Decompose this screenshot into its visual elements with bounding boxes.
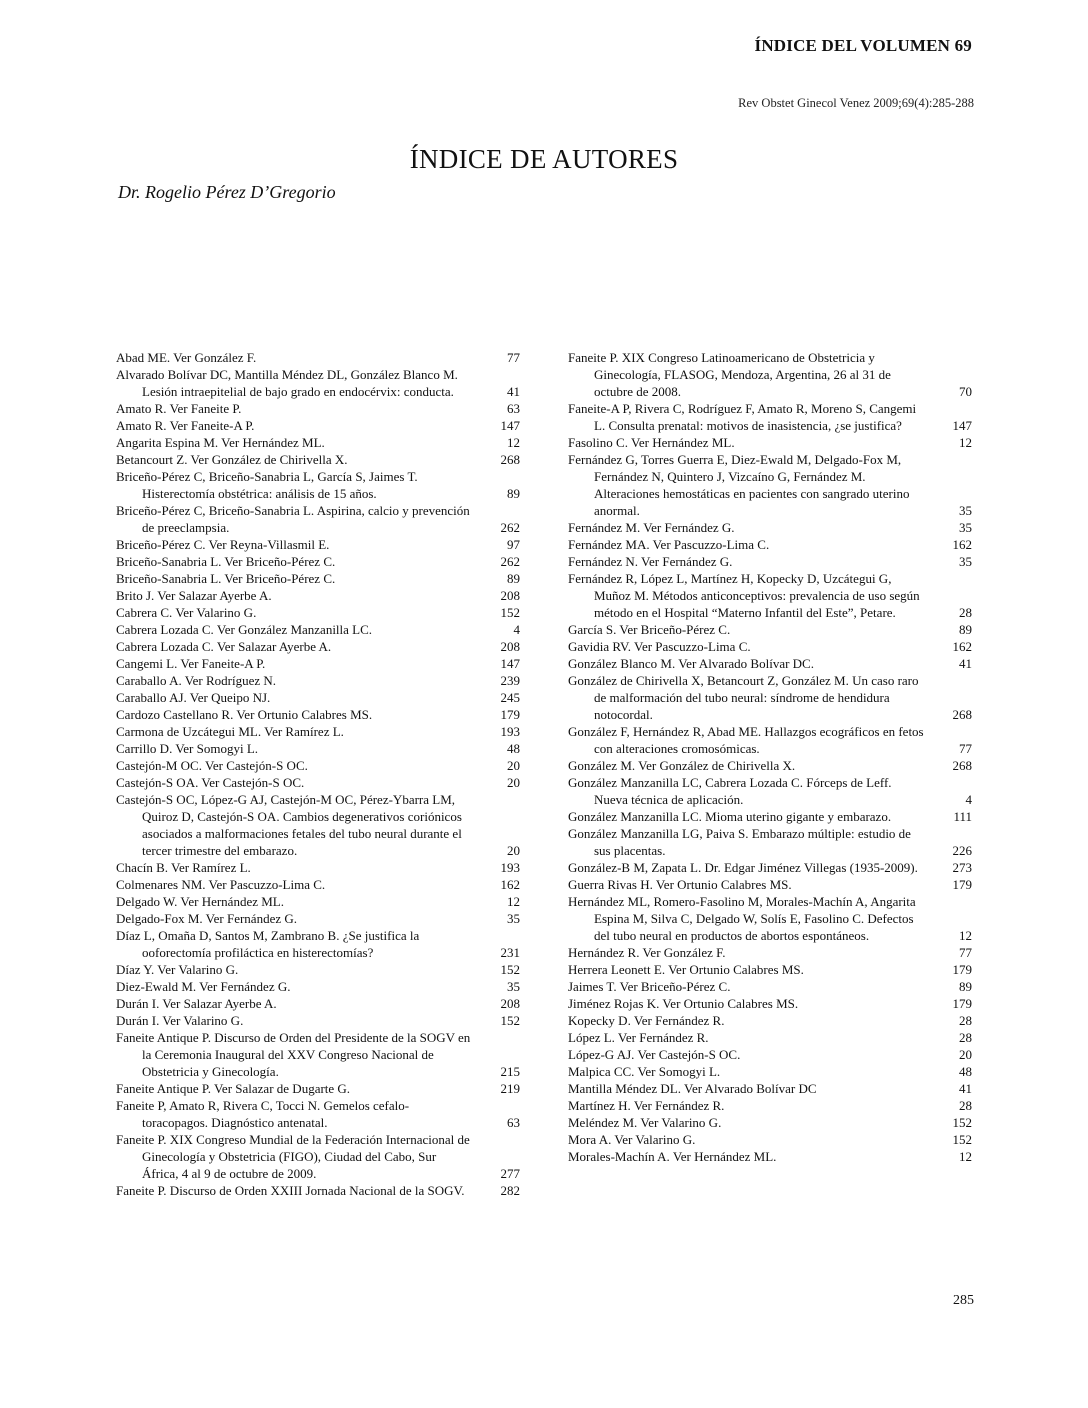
entry-page-number: 28 bbox=[959, 605, 972, 620]
index-entry bbox=[116, 1182, 520, 1199]
entry-citation: Fernández MA. Ver Pascuzzo-Lima C. bbox=[568, 537, 770, 552]
index-entry bbox=[116, 927, 520, 961]
page-title: ÍNDICE DE AUTORES bbox=[409, 144, 679, 174]
index-entry bbox=[116, 349, 520, 366]
entry-citation: Fernández R, López L, Martínez H, Kopecky D, Uzcátegui G, Muñoz M. Métodos anticonceptivos: prevalencia de uso según método en el Hospital “Materno Infantil del Este”, Petare. bbox=[568, 571, 920, 620]
entry-page-number: 162 bbox=[500, 877, 520, 892]
entry-page-number: 41 bbox=[507, 384, 520, 399]
entry-citation: López L. Ver Fernández R. bbox=[568, 1030, 709, 1045]
entry-page-number: 262 bbox=[500, 554, 520, 569]
entry-citation: González de Chirivella X, Betancourt Z, González M. Un caso raro de malformación del tubo neural: síndrome de hendidura notocordal. bbox=[568, 673, 919, 722]
entry-page-number: 277 bbox=[500, 1166, 520, 1181]
index-entry bbox=[568, 570, 972, 621]
entry-page-number: 268 bbox=[952, 758, 972, 773]
index-entry bbox=[568, 1046, 972, 1063]
index-entry bbox=[116, 995, 520, 1012]
index-entry bbox=[568, 825, 972, 859]
entry-page-number: 35 bbox=[959, 503, 972, 518]
entry-citation: Betancourt Z. Ver González de Chirivella X. bbox=[116, 452, 348, 467]
entry-page-number: 152 bbox=[500, 1013, 520, 1028]
entry-citation: González M. Ver González de Chirivella X. bbox=[568, 758, 796, 773]
entry-page-number: 193 bbox=[500, 860, 520, 875]
entry-citation: Delgado W. Ver Hernández ML. bbox=[116, 894, 284, 909]
entry-citation: Abad ME. Ver González F. bbox=[116, 350, 257, 365]
running-head: ÍNDICE DEL VOLUMEN 69 bbox=[754, 36, 972, 55]
entry-page-number: 70 bbox=[959, 384, 972, 399]
entry-citation: Amato R. Ver Faneite-A P. bbox=[116, 418, 255, 433]
entry-page-number: 245 bbox=[500, 690, 520, 705]
entry-citation: Durán I. Ver Salazar Ayerbe A. bbox=[116, 996, 277, 1011]
index-entry bbox=[568, 349, 972, 400]
entry-page-number: 48 bbox=[959, 1064, 972, 1079]
entry-page-number: 97 bbox=[507, 537, 520, 552]
entry-page-number: 152 bbox=[952, 1115, 972, 1130]
entry-page-number: 77 bbox=[959, 741, 972, 756]
entry-citation: Carmona de Uzcátegui ML. Ver Ramírez L. bbox=[116, 724, 344, 739]
index-entry bbox=[568, 1131, 972, 1148]
entry-page-number: 89 bbox=[507, 571, 520, 586]
entry-page-number: 179 bbox=[952, 996, 972, 1011]
index-entry bbox=[568, 978, 972, 995]
entry-page-number: 273 bbox=[952, 860, 972, 875]
index-entry bbox=[116, 400, 520, 417]
index-entry bbox=[116, 468, 520, 502]
index-entry bbox=[116, 689, 520, 706]
entry-page-number: 215 bbox=[500, 1064, 520, 1079]
author-name: Dr. Rogelio Pérez D’Gregorio bbox=[118, 182, 336, 202]
index-entry bbox=[116, 451, 520, 468]
entry-citation: Fernández M. Ver Fernández G. bbox=[568, 520, 735, 535]
entry-page-number: 35 bbox=[507, 979, 520, 994]
index-entry bbox=[116, 757, 520, 774]
index-entry bbox=[568, 451, 972, 519]
entry-page-number: 4 bbox=[513, 622, 520, 637]
index-entry bbox=[116, 1012, 520, 1029]
entry-page-number: 152 bbox=[952, 1132, 972, 1147]
index-entry bbox=[116, 1131, 520, 1182]
entry-citation: Castejón-S OC, López-G AJ, Castejón-M OC, Pérez-Ybarra LM, Quiroz D, Castejón-S OA. Cambios degenerativos coriónicos asociados a malformaciones fetales del tubo neural durante el tercer trimestre del embarazo. bbox=[116, 792, 462, 858]
index-entry bbox=[568, 859, 972, 876]
index-entry bbox=[116, 859, 520, 876]
index-entry bbox=[116, 723, 520, 740]
index-entry bbox=[116, 434, 520, 451]
entry-citation: Briceño-Sanabria L. Ver Briceño-Pérez C. bbox=[116, 554, 336, 569]
index-entry bbox=[568, 1012, 972, 1029]
entry-citation: Faneite P. Discurso de Orden XXIII Jornada Nacional de la SOGV. bbox=[116, 1183, 465, 1198]
entry-citation: Briceño-Sanabria L. Ver Briceño-Pérez C. bbox=[116, 571, 336, 586]
entry-page-number: 48 bbox=[507, 741, 520, 756]
entry-citation: Jiménez Rojas K. Ver Ortunio Calabres MS. bbox=[568, 996, 799, 1011]
index-entry bbox=[116, 587, 520, 604]
entry-page-number: 12 bbox=[507, 894, 520, 909]
index-entry bbox=[568, 519, 972, 536]
entry-citation: Jaimes T. Ver Briceño-Pérez C. bbox=[568, 979, 731, 994]
entry-page-number: 147 bbox=[952, 418, 972, 433]
index-entry bbox=[116, 1029, 520, 1080]
entry-citation: Brito J. Ver Salazar Ayerbe A. bbox=[116, 588, 272, 603]
index-entry bbox=[116, 536, 520, 553]
entry-citation: Faneite-A P, Rivera C, Rodríguez F, Amato R, Moreno S, Cangemi L. Consulta prenatal: motivos de inasistencia, ¿se justifica? bbox=[568, 401, 917, 433]
index-entry bbox=[116, 604, 520, 621]
entry-page-number: 147 bbox=[500, 418, 520, 433]
entry-page-number: 193 bbox=[500, 724, 520, 739]
entry-page-number: 219 bbox=[500, 1081, 520, 1096]
entry-page-number: 20 bbox=[959, 1047, 972, 1062]
index-entry bbox=[116, 672, 520, 689]
index-entry bbox=[116, 910, 520, 927]
entry-page-number: 77 bbox=[507, 350, 520, 365]
entry-page-number: 20 bbox=[507, 775, 520, 790]
entry-citation: Díaz Y. Ver Valarino G. bbox=[116, 962, 239, 977]
index-entry bbox=[116, 893, 520, 910]
entry-citation: Briceño-Pérez C, Briceño-Sanabria L, García S, Jaimes T. Histerectomía obstétrica: análisis de 15 años. bbox=[116, 469, 418, 501]
entry-citation: López-G AJ. Ver Castejón-S OC. bbox=[568, 1047, 741, 1062]
entry-citation: Faneite Antique P. Ver Salazar de Dugarte G. bbox=[116, 1081, 351, 1096]
entry-page-number: 268 bbox=[952, 707, 972, 722]
entry-page-number: 63 bbox=[507, 1115, 520, 1130]
entry-page-number: 89 bbox=[959, 979, 972, 994]
index-entry bbox=[568, 808, 972, 825]
entry-citation: González Blanco M. Ver Alvarado Bolívar DC. bbox=[568, 656, 814, 671]
index-entry bbox=[568, 1097, 972, 1114]
entry-page-number: 12 bbox=[959, 1149, 972, 1164]
entry-citation: Faneite P, Amato R, Rivera C, Tocci N. Gemelos cefalo-toracopagos. Diagnóstico antenatal. bbox=[116, 1098, 410, 1130]
entry-citation: Castejón-M OC. Ver Castejón-S OC. bbox=[116, 758, 308, 773]
entry-page-number: 179 bbox=[952, 877, 972, 892]
entry-page-number: 239 bbox=[500, 673, 520, 688]
entry-page-number: 208 bbox=[500, 996, 520, 1011]
index-entry bbox=[568, 1029, 972, 1046]
entry-citation: Briceño-Pérez C, Briceño-Sanabria L. Aspirina, calcio y prevención de preeclampsia. bbox=[116, 503, 470, 535]
entry-citation: Díaz L, Omaña D, Santos M, Zambrano B. ¿Se justifica la ooforectomía profiláctica en histerectomías? bbox=[116, 928, 420, 960]
entry-page-number: 208 bbox=[500, 588, 520, 603]
entry-citation: González-B M, Zapata L. Dr. Edgar Jiménez Villegas (1935-2009). bbox=[568, 860, 918, 875]
index-entry bbox=[568, 1063, 972, 1080]
index-entry bbox=[116, 1080, 520, 1097]
entry-page-number: 12 bbox=[959, 435, 972, 450]
index-entry bbox=[568, 1114, 972, 1131]
entry-page-number: 231 bbox=[500, 945, 520, 960]
index-entry bbox=[568, 893, 972, 944]
entry-page-number: 28 bbox=[959, 1098, 972, 1113]
entry-page-number: 12 bbox=[507, 435, 520, 450]
index-entry bbox=[568, 553, 972, 570]
entry-page-number: 89 bbox=[507, 486, 520, 501]
entry-citation: Carrillo D. Ver Somogyi L. bbox=[116, 741, 259, 756]
entry-citation: Colmenares NM. Ver Pascuzzo-Lima C. bbox=[116, 877, 326, 892]
entry-citation: Chacín B. Ver Ramírez L. bbox=[116, 860, 251, 875]
index-entry bbox=[568, 638, 972, 655]
entry-citation: Cardozo Castellano R. Ver Ortunio Calabres MS. bbox=[116, 707, 373, 722]
index-left-column bbox=[116, 349, 520, 1199]
entry-citation: Cabrera Lozada C. Ver González Manzanilla LC. bbox=[116, 622, 373, 637]
entry-citation: Cabrera C. Ver Valarino G. bbox=[116, 605, 257, 620]
entry-page-number: 63 bbox=[507, 401, 520, 416]
index-entry bbox=[116, 570, 520, 587]
entry-citation: Delgado-Fox M. Ver Fernández G. bbox=[116, 911, 297, 926]
entry-page-number: 162 bbox=[952, 639, 972, 654]
index-entry bbox=[568, 876, 972, 893]
entry-citation: Fasolino C. Ver Hernández ML. bbox=[568, 435, 735, 450]
entry-page-number: 162 bbox=[952, 537, 972, 552]
entry-page-number: 35 bbox=[959, 554, 972, 569]
entry-page-number: 179 bbox=[500, 707, 520, 722]
entry-page-number: 226 bbox=[952, 843, 972, 858]
index-entry bbox=[568, 723, 972, 757]
entry-page-number: 179 bbox=[952, 962, 972, 977]
index-entry bbox=[568, 672, 972, 723]
entry-page-number: 111 bbox=[953, 809, 972, 824]
entry-citation: Cabrera Lozada C. Ver Salazar Ayerbe A. bbox=[116, 639, 332, 654]
entry-citation: González Manzanilla LC. Mioma uterino gigante y embarazo. bbox=[568, 809, 892, 824]
entry-citation: Hernández R. Ver González F. bbox=[568, 945, 726, 960]
index-entry bbox=[116, 417, 520, 434]
entry-citation: Martínez H. Ver Fernández R. bbox=[568, 1098, 725, 1113]
index-entry bbox=[568, 621, 972, 638]
entry-citation: Fernández N. Ver Fernández G. bbox=[568, 554, 733, 569]
entry-page-number: 152 bbox=[500, 605, 520, 620]
entry-citation: Fernández G, Torres Guerra E, Diez-Ewald M, Delgado-Fox M, Fernández N, Quintero J, Vizcaíno G, Fernández M. Alteraciones hemostáticas en pacientes con sangrado uterino anormal. bbox=[568, 452, 910, 518]
entry-page-number: 77 bbox=[959, 945, 972, 960]
entry-citation: González Manzanilla LG, Paiva S. Embarazo múltiple: estudio de sus placentas. bbox=[568, 826, 911, 858]
index-entry bbox=[116, 621, 520, 638]
index-entry bbox=[568, 434, 972, 451]
entry-page-number: 28 bbox=[959, 1030, 972, 1045]
entry-page-number: 208 bbox=[500, 639, 520, 654]
entry-citation: Faneite P. XIX Congreso Mundial de la Federación Internacional de Ginecología y Obstetricia (FIGO), Ciudad del Cabo, Sur África, 4 al 9 de octubre de 2009. bbox=[116, 1132, 470, 1181]
index-entry bbox=[568, 1080, 972, 1097]
index-entry bbox=[116, 706, 520, 723]
entry-citation: Gavidia RV. Ver Pascuzzo-Lima C. bbox=[568, 639, 751, 654]
entry-citation: Caraballo AJ. Ver Queipo NJ. bbox=[116, 690, 271, 705]
entry-citation: Mora A. Ver Valarino G. bbox=[568, 1132, 696, 1147]
entry-citation: Morales-Machín A. Ver Hernández ML. bbox=[568, 1149, 777, 1164]
entry-citation: Durán I. Ver Valarino G. bbox=[116, 1013, 244, 1028]
entry-citation: González Manzanilla LC, Cabrera Lozada C. Fórceps de Leff. Nueva técnica de aplicación. bbox=[568, 775, 892, 807]
index-entry bbox=[568, 1148, 972, 1165]
entry-page-number: 268 bbox=[500, 452, 520, 467]
entry-page-number: 35 bbox=[507, 911, 520, 926]
entry-citation: García S. Ver Briceño-Pérez C. bbox=[568, 622, 731, 637]
index-entry bbox=[568, 944, 972, 961]
entry-page-number: 41 bbox=[959, 656, 972, 671]
index-entry bbox=[116, 1097, 520, 1131]
entry-page-number: 20 bbox=[507, 758, 520, 773]
index-entry bbox=[116, 638, 520, 655]
entry-citation: Mantilla Méndez DL. Ver Alvarado Bolívar DC bbox=[568, 1081, 817, 1096]
citation: Rev Obstet Ginecol Venez 2009;69(4):285-288 bbox=[738, 96, 974, 110]
index-entry bbox=[568, 995, 972, 1012]
index-entry bbox=[116, 774, 520, 791]
entry-citation: Meléndez M. Ver Valarino G. bbox=[568, 1115, 722, 1130]
entry-page-number: 35 bbox=[959, 520, 972, 535]
entry-page-number: 12 bbox=[959, 928, 972, 943]
index-entry bbox=[568, 400, 972, 434]
index-entry bbox=[568, 774, 972, 808]
index-entry bbox=[116, 740, 520, 757]
entry-citation: Amato R. Ver Faneite P. bbox=[116, 401, 242, 416]
entry-citation: Cangemi L. Ver Faneite-A P. bbox=[116, 656, 266, 671]
entry-citation: González F, Hernández R, Abad ME. Hallazgos ecográficos en fetos con alteraciones cromosómicas. bbox=[568, 724, 924, 756]
index-entry bbox=[116, 978, 520, 995]
index-entry bbox=[568, 757, 972, 774]
index-entry bbox=[116, 655, 520, 672]
entry-page-number: 20 bbox=[507, 843, 520, 858]
entry-citation: Faneite P. XIX Congreso Latinoamericano de Obstetricia y Ginecología, FLASOG, Mendoza, Argentina, 26 al 31 de octubre de 2008. bbox=[568, 350, 891, 399]
entry-citation: Angarita Espina M. Ver Hernández ML. bbox=[116, 435, 325, 450]
entry-citation: Briceño-Pérez C. Ver Reyna-Villasmil E. bbox=[116, 537, 330, 552]
entry-page-number: 282 bbox=[500, 1183, 520, 1198]
index-entry bbox=[568, 655, 972, 672]
entry-citation: Diez-Ewald M. Ver Fernández G. bbox=[116, 979, 291, 994]
entry-citation: Guerra Rivas H. Ver Ortunio Calabres MS. bbox=[568, 877, 792, 892]
page-number: 285 bbox=[953, 1293, 974, 1308]
entry-citation: Hernández ML, Romero-Fasolino M, Morales-Machín A, Angarita Espina M, Silva C, Delgado W, Solís E, Fasolino C. Defectos del tubo neural en productos de abortos espontáneos. bbox=[568, 894, 916, 943]
index-entry bbox=[568, 961, 972, 978]
entry-citation: Caraballo A. Ver Rodríguez N. bbox=[116, 673, 277, 688]
index-entry bbox=[116, 502, 520, 536]
entry-citation: Alvarado Bolívar DC, Mantilla Méndez DL, González Blanco M. Lesión intraepitelial de bajo grado en endocérvix: conducta. bbox=[116, 367, 458, 399]
index-entry bbox=[116, 366, 520, 400]
entry-citation: Kopecky D. Ver Fernández R. bbox=[568, 1013, 725, 1028]
entry-page-number: 89 bbox=[959, 622, 972, 637]
entry-page-number: 152 bbox=[500, 962, 520, 977]
index-entry bbox=[116, 961, 520, 978]
entry-citation: Herrera Leonett E. Ver Ortunio Calabres MS. bbox=[568, 962, 804, 977]
entry-page-number: 28 bbox=[959, 1013, 972, 1028]
entry-page-number: 4 bbox=[965, 792, 972, 807]
index-right-column bbox=[568, 349, 972, 1165]
index-entry bbox=[116, 791, 520, 859]
index-entry bbox=[116, 553, 520, 570]
entry-citation: Malpica CC. Ver Somogyi L. bbox=[568, 1064, 721, 1079]
entry-page-number: 147 bbox=[500, 656, 520, 671]
index-entry bbox=[116, 876, 520, 893]
index-entry bbox=[568, 536, 972, 553]
entry-page-number: 262 bbox=[500, 520, 520, 535]
entry-page-number: 41 bbox=[959, 1081, 972, 1096]
entry-citation: Castejón-S OA. Ver Castejón-S OC. bbox=[116, 775, 305, 790]
entry-citation: Faneite Antique P. Discurso de Orden del Presidente de la SOGV en la Ceremonia Inaugural del XXV Congreso Nacional de Obstetricia y Ginecología. bbox=[116, 1030, 471, 1079]
